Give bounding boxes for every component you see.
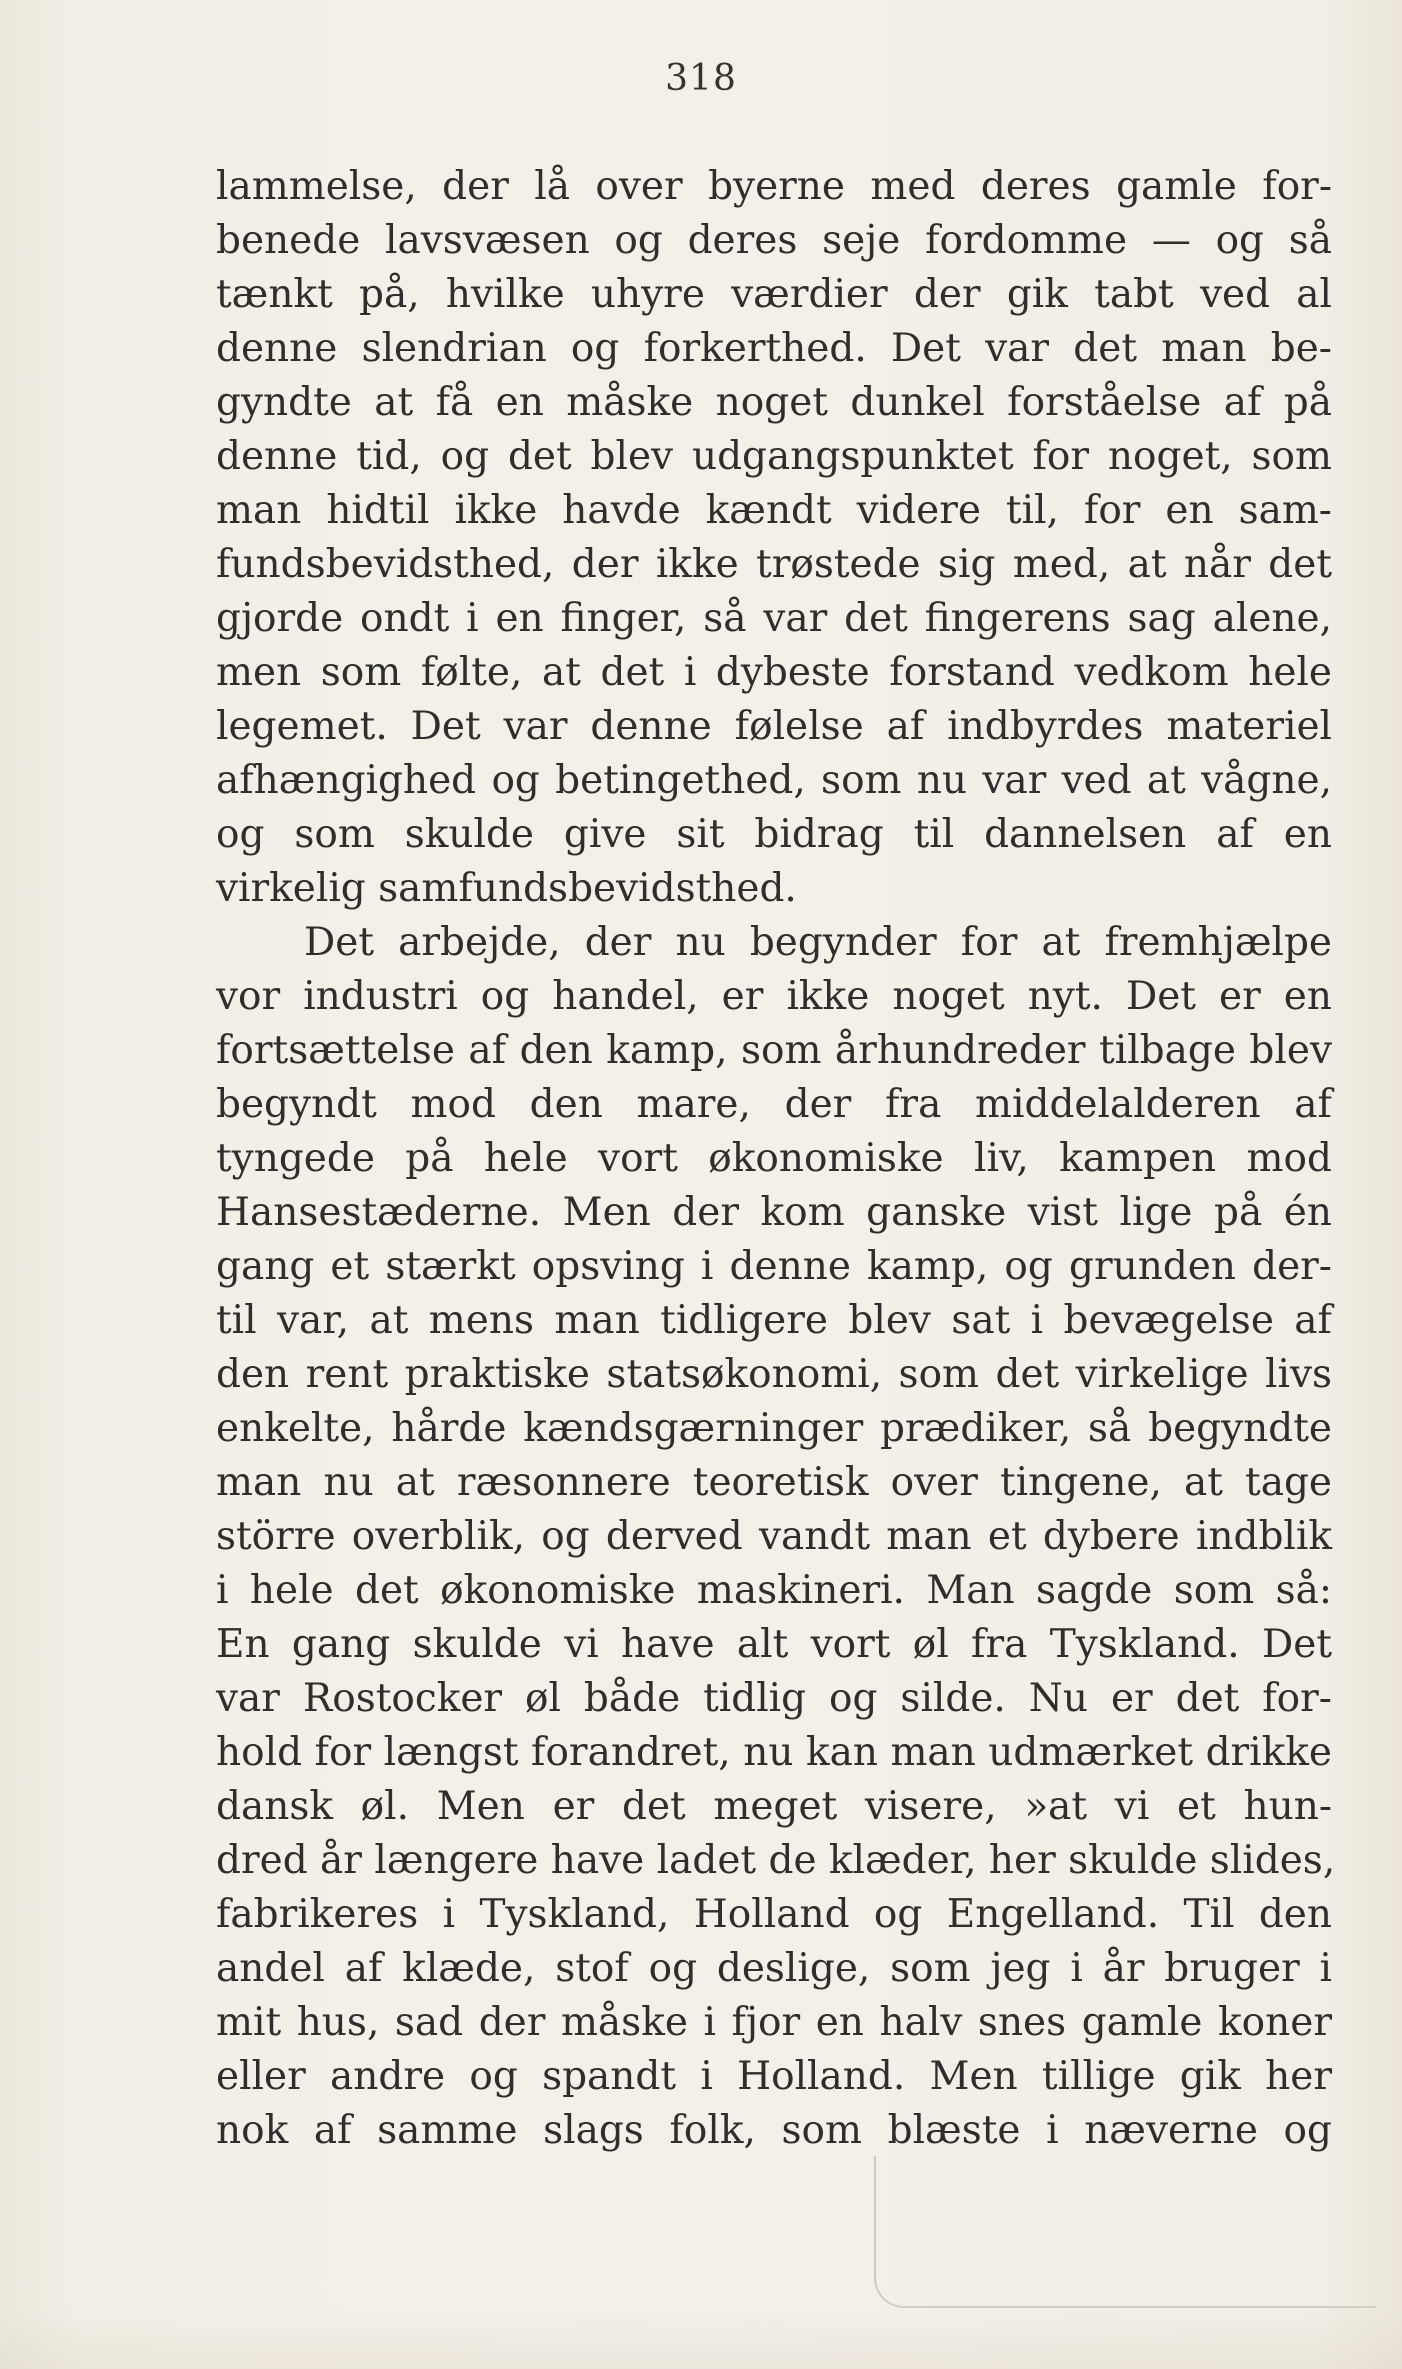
text-line: fundsbevidsthed, der ikke trøstede sig med, at når det <box>216 542 1332 587</box>
page-shadow <box>0 2309 1402 2369</box>
text-line: fabrikeres i Tyskland, Holland og Engelland. Til den <box>216 1892 1332 1937</box>
text-line: denne slendrian og forkerthed. Det var det man be- <box>216 326 1332 371</box>
text-line: men som følte, at det i dybeste forstand vedkom hele <box>216 650 1332 695</box>
text-line: eller andre og spandt i Holland. Men tillige gik her <box>216 2054 1332 2099</box>
text-line: denne tid, og det blev udgangspunktet for noget, som <box>216 434 1332 479</box>
text-line: gjorde ondt i en finger, så var det fingerens sag alene, <box>216 596 1332 641</box>
text-line: dred år længere have ladet de klæder, her skulde slides, <box>216 1838 1336 1883</box>
text-line: enkelte, hårde kændsgærninger prædiker, så begyndte <box>216 1406 1332 1451</box>
text-line: man hidtil ikke havde kændt videre til, for en sam- <box>216 488 1332 533</box>
text-line: virkelig samfundsbevidsthed. <box>216 866 797 911</box>
text-line: tyngede på hele vort økonomiske liv, kampen mod <box>216 1136 1332 1181</box>
text-line: dansk øl. Men er det meget visere, »at vi et hun- <box>216 1784 1332 1829</box>
text-line: Det arbejde, der nu begynder for at fremhjælpe <box>304 920 1332 965</box>
text-line: fortsættelse af den kamp, som århundreder tilbage blev <box>216 1028 1332 1073</box>
text-line: til var, at mens man tidligere blev sat i bevægelse af <box>216 1298 1332 1343</box>
text-line: Hansestæderne. Men der kom ganske vist lige på én <box>216 1190 1332 1235</box>
text-line: vor industri og handel, er ikke noget nyt. Det er en <box>216 974 1332 1019</box>
text-line: begyndt mod den mare, der fra middelalderen af <box>216 1082 1332 1127</box>
text-line: gyndte at få en måske noget dunkel forståelse af på <box>216 380 1332 425</box>
text-line: afhængighed og betingethed, som nu var ved at vågne, <box>216 758 1332 803</box>
text-line: större overblik, og derved vandt man et dybere indblik <box>216 1514 1332 1559</box>
text-line: var Rostocker øl både tidlig og silde. Nu er det for- <box>216 1676 1332 1721</box>
text-line: i hele det økonomiske maskineri. Man sagde som så: <box>216 1568 1332 1613</box>
body-text <box>216 160 1336 2158</box>
text-line: tænkt på, hvilke uhyre værdier der gik tabt ved al <box>216 272 1332 317</box>
text-line: legemet. Det var denne følelse af indbyrdes materiel <box>216 704 1332 749</box>
page-number: 318 <box>665 58 737 99</box>
scan-mark <box>874 2156 1376 2308</box>
text-line: hold for længst forandret, nu kan man udmærket drikke <box>216 1730 1332 1775</box>
text-line: benede lavsvæsen og deres seje fordomme — og så <box>216 218 1332 263</box>
text-line: En gang skulde vi have alt vort øl fra Tyskland. Det <box>216 1622 1332 1667</box>
text-line: og som skulde give sit bidrag til dannelsen af en <box>216 812 1332 857</box>
text-line: man nu at ræsonnere teoretisk over tingene, at tage <box>216 1460 1332 1505</box>
text-line: mit hus, sad der måske i fjor en halv snes gamle koner <box>216 2000 1332 2045</box>
text-line: gang et stærkt opsving i denne kamp, og grunden der- <box>216 1244 1332 1289</box>
text-line: lammelse, der lå over byerne med deres gamle for- <box>216 164 1332 209</box>
text-line: nok af samme slags folk, som blæste i næverne og <box>216 2108 1332 2153</box>
text-line: andel af klæde, stof og deslige, som jeg i år bruger i <box>216 1946 1332 1991</box>
text-line: den rent praktiske statsøkonomi, som det virkelige livs <box>216 1352 1332 1397</box>
